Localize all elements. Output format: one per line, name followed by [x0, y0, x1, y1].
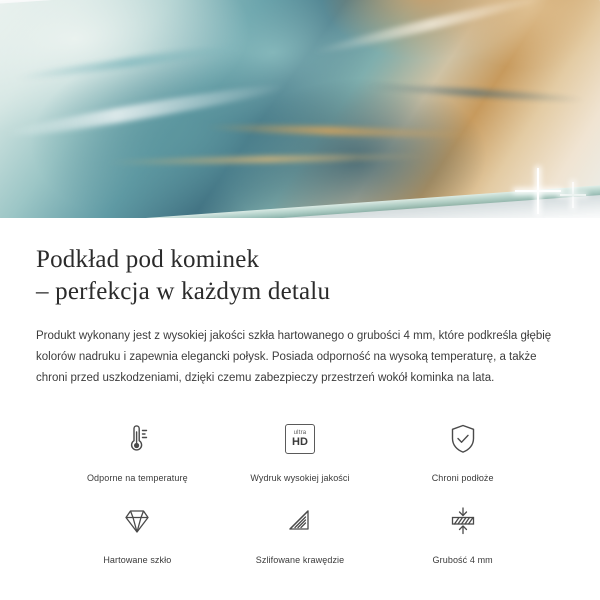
feature-item: [381, 497, 544, 565]
marble-streak: [311, 0, 550, 58]
thermometer-icon: [110, 415, 164, 463]
marble-streak: [13, 42, 248, 83]
shield-check-icon: [436, 415, 490, 463]
glass-panel-image: [0, 0, 600, 218]
feature-label: Chroni podłoże: [431, 473, 494, 483]
feature-label: Odporne na temperaturę: [86, 473, 188, 483]
feature-item: [381, 415, 544, 483]
feature-label: Wydruk wysokiej jakości: [250, 473, 350, 483]
marble-streak: [103, 153, 432, 166]
feature-item: [56, 415, 219, 483]
page-title: [36, 244, 564, 308]
ultra-hd-badge-top: ultra: [293, 430, 307, 436]
hero-image: [0, 0, 600, 218]
thickness-icon: [436, 497, 490, 545]
headline-line-2: – perfekcja w każdym detalu: [36, 278, 331, 305]
feature-label: Grubość 4 mm: [432, 555, 493, 565]
polished-edge-icon: [273, 497, 327, 545]
feature-grid: [36, 415, 564, 565]
glass-edge-highlight: [0, 183, 600, 218]
ultra-hd-badge-bottom: HD: [292, 436, 308, 448]
diamond-icon: [110, 497, 164, 545]
feature-item: [56, 497, 219, 565]
ultra-hd-icon: [273, 415, 327, 463]
marble-streak: [203, 123, 480, 140]
description-paragraph: Produkt wykonany jest z wysokiej jakości szkła hartowanego o grubości 4 mm, które podkreśla głębię kolorów nadruku i zapewnia elegancki połysk. Posiada odporność na wysoką temperaturę, a także chroni przed uszkodzeniami, dzięki czemu zabezpieczy przestrzeń wokół kominka na lata.: [36, 330, 552, 384]
content-block: [0, 218, 600, 565]
feature-label: Hartowane szkło: [103, 555, 172, 565]
headline-line-1: Podkład pod kominek: [36, 246, 260, 273]
marble-streak: [1, 79, 288, 143]
marble-streak: [364, 82, 589, 104]
feature-label: Szlifowane krawędzie: [255, 555, 345, 565]
feature-item: [219, 415, 382, 483]
feature-item: [219, 497, 382, 565]
